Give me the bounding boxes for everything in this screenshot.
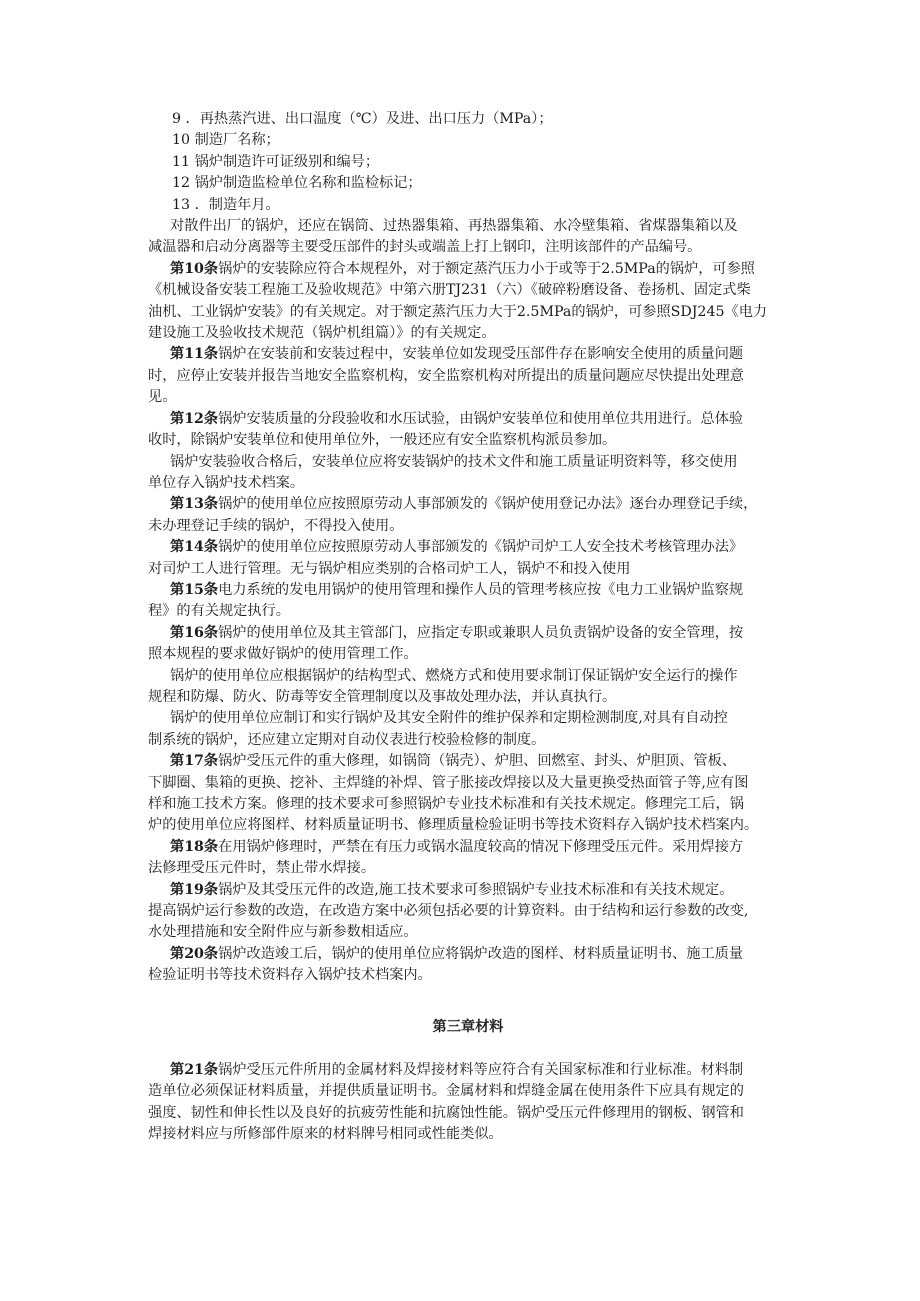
article-line: 照本规程的要求做好锅炉的使用管理工作。 bbox=[148, 646, 418, 663]
article-line: 《机械设备安装工程施工及验收规范》中第六册TJ231（六）《破碎粉磨设备、卷扬机、固定式柴 bbox=[148, 282, 751, 299]
article-16 bbox=[0, 623, 920, 666]
article-line: 时，应停止安装并报告当地安全监察机构，安全监察机构对所提出的质量问题应尽快提出处理意 bbox=[148, 367, 744, 384]
article-line: 强度、韧性和伸长性以及良好的抗疲劳性能和抗腐蚀性能。锅炉受压元件修理用的钢板、钢管和 bbox=[148, 1104, 744, 1121]
list-item: 13 ．制造年月。 bbox=[172, 196, 280, 213]
article-20 bbox=[0, 944, 920, 987]
paragraph-acceptance bbox=[0, 452, 920, 495]
article-line: 提高锅炉运行参数的改造，在改造方案中必须包括必要的计算资料。由于结构和运行参数的改变, bbox=[148, 903, 749, 920]
article-number: 第12条 bbox=[170, 410, 219, 427]
article-text: 电力系统的发电用锅炉的使用管理和操作人员的管理考核应按《电力工业锅炉监察规 bbox=[218, 581, 744, 598]
article-text: 锅炉受压元件所用的金属材料及焊接材料等应符合有关国家标准和行业标准。材料制 bbox=[218, 1062, 744, 1079]
article-10 bbox=[0, 259, 920, 345]
article-11 bbox=[0, 344, 920, 408]
list-item: 12 锅炉制造监检单位名称和监检标记； bbox=[172, 175, 422, 192]
paragraph-line: 对散件出厂的锅炉，还应在锅筒、过热器集箱、再热器集箱、水冷壁集箱、省煤器集箱以及 bbox=[170, 218, 738, 235]
article-line: 样和施工技术方案。修理的技术要求可参照锅炉专业技术标准和有关技术规定。修理完工后，锅 bbox=[148, 796, 744, 812]
article-line: 见。 bbox=[148, 389, 177, 406]
paragraph-loose-parts bbox=[0, 216, 920, 259]
article-line: 未办理登记手续的锅炉，不得投入使用。 bbox=[148, 517, 404, 534]
paragraph-line: 锅炉的使用单位应根据锅炉的结构型式、燃烧方式和使用要求制订保证锅炉安全运行的操作 bbox=[170, 667, 738, 684]
article-text: 锅炉的使用单位应按照原劳动人事部颁发的《锅炉司炉工人安全技术考核管理办法》 bbox=[218, 539, 744, 556]
chapter-heading: 第三章材料 bbox=[432, 1018, 504, 1035]
paragraph-maintenance bbox=[0, 708, 920, 751]
article-line: 水处理措施和安全附件应与新参数相适应。 bbox=[148, 924, 418, 941]
article-first-line bbox=[148, 1060, 788, 1081]
article-line: 建设施工及验收技术规范（锅炉机组篇）》的有关规定。 bbox=[148, 325, 496, 342]
article-text: 锅炉的安装除应符合本规程外，对于额定蒸汽压力小于或等于2.5MPa的锅炉，可参照 bbox=[218, 260, 755, 277]
article-text: 锅炉改造竣工后，锅炉的使用单位应将锅炉改造的图样、材料质量证明书、施工质量 bbox=[218, 945, 744, 962]
article-first-line bbox=[148, 494, 788, 515]
article-first-line bbox=[148, 580, 788, 601]
paragraph-line: 减温器和启动分离器等主要受压部件的封头或端盖上打上钢印，注明该部件的产品编号。 bbox=[148, 239, 702, 256]
article-13 bbox=[0, 494, 920, 537]
article-17 bbox=[0, 751, 920, 837]
article-19 bbox=[0, 880, 920, 944]
article-number: 第13条 bbox=[170, 496, 219, 513]
article-number: 第16条 bbox=[170, 624, 219, 641]
paragraph-operating-rules bbox=[0, 666, 920, 709]
article-line: 程》的有关规定执行。 bbox=[148, 603, 290, 620]
article-number: 第18条 bbox=[170, 838, 219, 855]
article-number: 第10条 bbox=[170, 260, 219, 277]
article-first-line bbox=[148, 259, 788, 280]
article-line: 检验证明书等技术资料存入锅炉技术档案内。 bbox=[148, 967, 432, 984]
document-body bbox=[0, 109, 920, 1146]
article-number: 第15条 bbox=[170, 581, 219, 598]
paragraph-line: 锅炉的使用单位应制订和实行锅炉及其安全附件的维护保养和定期检测制度,对具有自动控 bbox=[170, 710, 728, 727]
list-item: 9 ．再热蒸汽进、出口温度（℃）及进、出口压力（MPa）； bbox=[172, 111, 553, 127]
article-first-line bbox=[148, 537, 788, 558]
article-text: 锅炉在安装前和安装过程中，安装单位如发现受压部件存在影响安全使用的质量问题 bbox=[218, 346, 744, 363]
article-first-line bbox=[148, 880, 788, 901]
article-line: 油机、工业锅炉安装》的有关规定。对于额定蒸汽压力大于2.5MPa的锅炉，可参照SDJ245《电力 bbox=[148, 303, 768, 320]
article-text: 锅炉及其受压元件的改造,施工技术要求可参照锅炉专业技术标准和有关技术规定。 bbox=[218, 881, 734, 898]
article-first-line bbox=[148, 751, 788, 772]
list-items bbox=[0, 109, 920, 216]
article-line: 下脚圈、集箱的更换、挖补、主焊缝的补焊、管子胀接改焊接以及大量更换受热面管子等,应有图 bbox=[148, 774, 749, 791]
list-item: 10 制造厂名称； bbox=[172, 132, 280, 149]
article-first-line bbox=[148, 623, 788, 644]
article-12 bbox=[0, 409, 920, 452]
article-first-line bbox=[148, 344, 788, 365]
article-number: 第17条 bbox=[170, 753, 219, 770]
article-line: 焊接材料应与所修部件原来的材料牌号相同或性能类似。 bbox=[148, 1126, 503, 1143]
list-item: 11 锅炉制造许可证级别和编号； bbox=[172, 153, 380, 170]
article-first-line bbox=[148, 409, 788, 430]
article-14 bbox=[0, 537, 920, 580]
article-line: 造单位必须保证材料质量，并提供质量证明书。金属材料和焊缝金属在使用条件下应具有规定的 bbox=[148, 1083, 744, 1100]
article-number: 第14条 bbox=[170, 539, 219, 556]
article-number: 第20条 bbox=[170, 945, 219, 962]
article-text: 锅炉安装质量的分段验收和水压试验，由锅炉安装单位和使用单位共用进行。总体验 bbox=[218, 410, 744, 427]
article-first-line bbox=[148, 944, 788, 965]
paragraph-line: 制系统的锅炉，还应建立定期对自动仪表进行校验检修的制度。 bbox=[148, 731, 546, 748]
article-line: 对司炉工人进行管理。无与锅炉相应类别的合格司炉工人，锅炉不和投入使用 bbox=[148, 560, 631, 577]
article-first-line bbox=[148, 837, 788, 858]
article-number: 第21条 bbox=[170, 1062, 219, 1079]
article-number: 第19条 bbox=[170, 881, 219, 898]
article-15 bbox=[0, 580, 920, 623]
article-line: 收时，除锅炉安装单位和使用单位外，一般还应有安全监察机构派员参加。 bbox=[148, 432, 617, 449]
article-text: 锅炉的使用单位及其主管部门，应指定专职或兼职人员负责锅炉设备的安全管理，按 bbox=[218, 624, 744, 641]
article-text: 锅炉的使用单位应按照原劳动人事部颁发的《锅炉使用登记办法》逐台办理登记手续， bbox=[218, 496, 758, 513]
paragraph-line: 单位存入锅炉技术档案。 bbox=[148, 474, 305, 491]
article-number: 第11条 bbox=[170, 346, 219, 363]
paragraph-line: 规程和防爆、防火、防毒等安全管理制度以及事故处理办法，并认真执行。 bbox=[148, 688, 617, 705]
article-21 bbox=[0, 1060, 920, 1146]
paragraph-line: 锅炉安装验收合格后，安装单位应将安装锅炉的技术文件和施工质量证明资料等，移交使用 bbox=[170, 453, 738, 470]
article-line: 炉的使用单位应将图样、材料质量证明书、修理质量检验证明书等技术资料存入锅炉技术档案内。 bbox=[148, 817, 759, 834]
article-text: 锅炉受压元件的重大修理，如锅筒（锅壳）、炉胆、回燃室、封头、炉胆顶、管板、 bbox=[218, 753, 736, 770]
article-18 bbox=[0, 837, 920, 880]
article-line: 法修理受压元件时，禁止带水焊接。 bbox=[148, 860, 376, 877]
article-text: 在用锅炉修理时，严禁在有压力或锅水温度较高的情况下修理受压元件。采用焊接方 bbox=[218, 838, 744, 855]
